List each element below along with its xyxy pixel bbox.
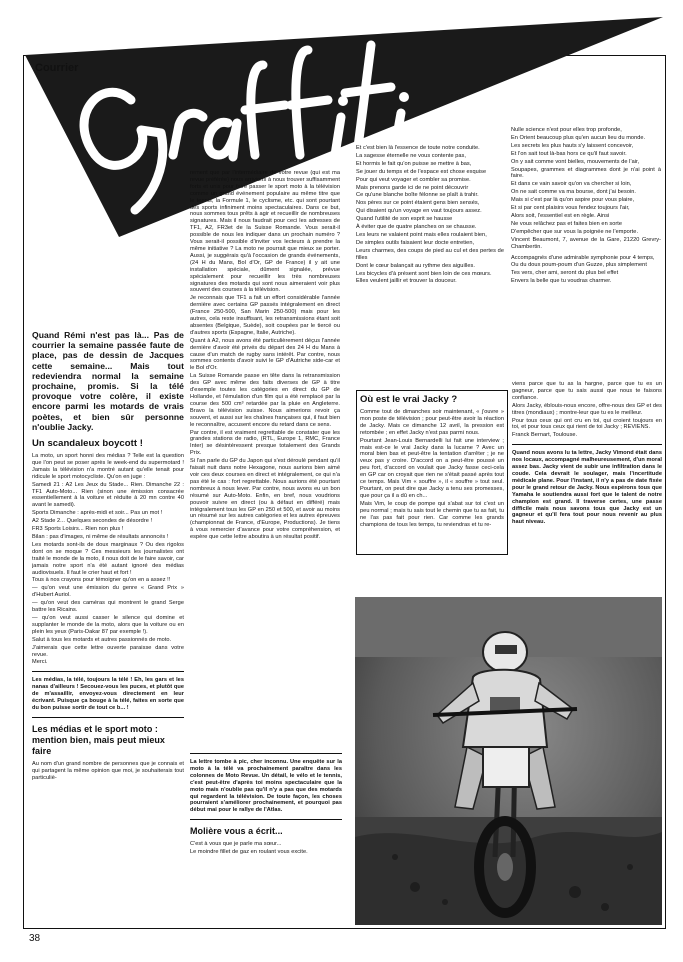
poem-line: Et si par cent plaisirs vous fendez toujours l'air,: [511, 205, 630, 212]
paragraph: C'est à vous que je parle ma sœur...: [190, 841, 282, 848]
divider: [190, 819, 342, 820]
editor-reply: La lettre tombe à pic, cher inconnu. Une enquête sur la moto à la télé va prochainement paraître dans les colonnes de Moto Revue. Un détail, le vélo et le tennis, c'est peut-être d'après toi moins spectaculaire que la moto mais n'oublie pas qu'il n'y a pas que des motards qui regardent la télévision. De toute façon, les choses pourraient s'améliorer prochainement, et pourquoi pas début mai pour le rallye de l'Atlas.: [190, 759, 342, 814]
paragraph: Je reconnais que TF1 a fait un effort considérable l'année dernière avec certains GP passés intégralement en direct (France 250-500, San Marin 250-500) mais pour les autres, cela reste insuffisant, les retransmissions étant soit absentes (Belgique, Suède), soit coupées par le tiercé ou d'autres sports (Espagne, Italie, Autriche).: [190, 295, 340, 336]
paragraph: — qu'on veut une émission du genre « Grand Prix » d'Hubert Auriol.: [32, 585, 184, 599]
paragraph: Au nom d'un grand nombre de personnes que je connais et qui partagent la même opinion que moi, je souhaiterais tout particuliè-: [32, 760, 184, 781]
poem-line: Et l'on sait tout là-bas hors ce qu'il faut savoir.: [511, 150, 627, 157]
paragraph: viens parce que tu as la hargne, parce que tu es un gagneur, parce que tu sais aussi que nous te faisons confiance.: [512, 381, 662, 401]
letter-heading-moliere: Molière vous a écrit...: [190, 826, 283, 837]
paragraph: Le moindre fillet de gaz en roulant vous excite.: [190, 849, 308, 856]
page-number: 38: [29, 933, 41, 944]
poem-line: Dont le cœur balançait au rythme des aiguilles.: [356, 262, 475, 269]
poem-line: Les leurs ne valaient point mais elles roulaient bien,: [356, 231, 487, 238]
paragraph: FR3 Sports Loisirs... Rien non plus !: [32, 526, 124, 533]
paragraph: Pour tous ceux qui ont cru en toi, qui croient toujours en toi, et pour tous ceux qui rient de toi Jacky ; REVIENS.: [512, 417, 662, 431]
column-1: [32, 330, 184, 926]
paragraph: J'aimerais que cette lettre ouverte paraisse dans votre revue.: [32, 644, 184, 658]
column-3-poem: [356, 145, 504, 390]
letter-heading-medias: Les médias et le sport moto : mention bien, mais peut mieux faire: [32, 723, 165, 756]
poem-line: Qui disaient qu'un voyage en vaut toujours assez.: [356, 208, 482, 215]
poem-line: On y sait comme vont bielles, mouvements de l'air,: [511, 158, 640, 165]
poem-line: Nos pères sur ce point étaient gens bien sensés,: [356, 200, 480, 207]
paragraph: La Suisse Romande passe en tête dans la retransmission des GP avec même des faits diverses de GP à titre d'exemple toutes les catégories en direct du GP de Hollande, et l'émulation d'un film qui a été remplacé par la course des 500 cm³ retardée par la pluie en Angleterre. Bravo la télévision suisse. Nous aimerions revoir ça souvent, et aussi sur les chaînes françaises qui, il faut bien le reconnaître, accusent encore du retard dans ce sens.: [190, 373, 340, 428]
paragraph: rement que par l'intermédiaire de votre revue (qui est ma revue préférée) nous arrivions à nous trouver suffisamment forts et unis pour faire passer le sport moto à la télévision comme un grand événement populaire au même titre que le tennis, la Formule 1, le cyclisme, etc. qui sont pourtant des sports infiniment moins spectaculaires. Dans ce but, nous sommes tous prêts à agir et recueillir de nombreuses signatures. Mais il nous faudrait pour ceci les adresses de TF1, A2, FR3et de la Suisse Romande. Vous serait-il possible de nous les indiquer dans un prochain numéro ? Vous serait-il possible d'inviter vos lecteurs à prendre la même initiative ? La moto ne pourrait que mieux se porter. Aussi, je suggérais qu'à l'occasion de grands événements, (24 H du Mans, Bol d'Or, GP de France) il y ait une installation spéciale, dûment signalée, prévue spécialement pour recueillir les très nombreuses signatures des motards qui sont nous aimeraient voir plus souvent des courses à la télévision.: [190, 170, 340, 294]
column-4-poem: [511, 127, 661, 385]
column-2: [190, 170, 340, 742]
poem-line: Et c'est bien là l'essence de toute notre conduite.: [356, 145, 480, 151]
divider: [512, 444, 662, 445]
paragraph: Si l'an parle du GP du Japon qui s'est déroulé pendant qu'il faisait nuit dans notre Hexagone, nous aurions bien aimé voir ces deux courses en direct et intégralement, ce qui n'a pas été le cas : fort regrettable. Nous aurions été pourtant nombreux à nous lever. Par contre, nous avons eu un bon résumé sur Auto-Moto. Enfin, en bref, nous voudrions pouvoir suivre en direct (ou à défaut en différé) mais intégralement tous les GP en 250 et 500, et avoir au moins un résumé sur les autres catégories et les autres épreuves (championnat de France, d'Europe, Productions). Je tiens à vous remercier d'avance pour votre compréhension, et espère que cette lettre aboutira à un résultat positif.: [190, 458, 340, 541]
poem-line: À éviter que de quatre planches on se chausse.: [356, 224, 477, 231]
paragraph: Tous à nos crayons pour témoigner qu'on en a assez !!: [32, 577, 171, 584]
editor-reply: Les médias, la télé, toujours la télé ! Eh, les gars et les nanas d'ailleurs ! Secouez-vous les puces, et plutôt que de m'assaillir, envoyez-vous directement en leur écrivant. Puisque ça bouge à la télé, faites en sorte que du bon puisse sortir de tout ce b... !: [32, 677, 184, 711]
poem-line: Nulle science n'est pour elles trop profonde,: [511, 127, 622, 133]
poem-line: Elles veulent jaillir et trouver la douceur.: [356, 278, 457, 285]
divider: [32, 671, 184, 672]
poem-line: D'empêcher que sur vous la poignée ne l'emporte.: [511, 228, 639, 235]
paragraph: Merci.: [32, 659, 48, 666]
column-5: [512, 381, 662, 597]
section-label: Courrier: [35, 62, 79, 74]
poem-line: Ce qu'une blanche boîte félonne se plaît à trahir.: [356, 192, 479, 199]
poem-line: Et hormis le fait qu'on puisse se mettre à bas,: [356, 160, 472, 167]
poem-line: Mais prenons garde ici de ne point découvrir: [356, 184, 469, 191]
poem-line: Les secrets les plus hauts s'y laissent concevoir,: [511, 142, 634, 149]
jacky-letter-body: [360, 409, 504, 549]
paragraph: Samedi 21 : A2 Les Jeux du Stade... Rien. Dimanche 22 : TF1 Auto-Moto... Rien (sinon une émission consacrée essentiellement à la voiture et réduite à 20 mn contre 40 avant le samedi).: [32, 481, 184, 509]
paragraph: — qu'on veut aussi casser le silence qui domine et supplanter le monde de la moto, alors que la voiture ou en plein les yeux (Paris-Dakar 87 par exemple !).: [32, 614, 184, 635]
poem-line: Alors soit, l'essentiel est en règle. Ainsi: [511, 212, 610, 219]
paragraph: Sports Dimanche : après-midi et soir... Pas un mot !: [32, 510, 163, 517]
signature: Vincent Beaumont, 7, avenue de la Gare, 21220 Grevry-Chambertin.: [511, 236, 661, 250]
paragraph: Quant à A2, nous avons été particulièrement déçus l'année dernière d'avoir été privés du départ des 24 H du Mans à cause d'un match de rugby sans intérêt. Par contre, nous sommes contents d'avoir suivi le GP d'Autriche side-car et le Bol d'Or.: [190, 337, 340, 372]
letter-heading-boycott: Un scandaleux boycott !: [32, 438, 143, 450]
paragraph: Pourtant Jean-Louis Bernardelli lui fait une interview ; mais est-ce le vrai Jacky dans la lucarne ? Avec un moral bien bas et peut-être la tentation d'arrêter ; je ne veux pas y croire. D'accord on a peut-être poussé un peu fort, d'accord on voulait que Jacky fasse ceci-cela en GP car on croyait que rien ne s'était passé après tout ce temps. Mais Vim « souffre », il « souffre » tout seul. Pourtant, on peut dire que Jacky a tenu ses promesses, que pour ça il a dû en ch...: [360, 437, 504, 499]
poem-line: Se jouer du temps et de l'espace est chose exquise: [356, 168, 487, 175]
paragraph: Comme tout de dimanches soir maintenant, « j'ouvre » mon poste de télévision ; pour peut-être avoir la réaction de Jacky. Mais ce dimanche 12 avril, la pression est retombée ; en effet Jacky n'est pas parmi nous.: [360, 409, 504, 436]
signature: Franck Bernart, Toulouse.: [512, 432, 578, 439]
paragraph: Par contre, il est vraiment regrettable de constater que les grandes stations de radio, (RTL, Europe 1, RMC, France Inter) se désintéressent presque totalement des Grands Prix.: [190, 429, 340, 457]
poem-line: De simples outils faisaient leur docte entretien,: [356, 239, 475, 246]
paragraph: La moto, un sport honni des médias ? Telle est la question que l'on peut se poser après le week-end du supermotard ! Jamais la télévision n'a montré autant qu'elle tenait pour ridicule le sport motocycliste. Qu'on en juge :: [32, 453, 184, 480]
jacky-letter-box: [356, 390, 508, 555]
poem-line: Soupapes, grammes et diagrammes dont je n'ai point à faire.: [511, 166, 661, 180]
poem-line: Pour qui veut voyager et combler sa promise.: [356, 176, 471, 183]
poem-line: En Orient beaucoup plus qu'en aucun lieu du monde.: [511, 134, 646, 141]
paragraph: Alors Jacky, éblouis-nous encore, offre-nous des GP et des titres (mondiaux) ; montre-leur que tu es le meilleur.: [512, 402, 662, 416]
paragraph: Mais Vim, le coup de pompe qui s'abat sur toi c'est un peu normal ; mais tu sais tout le chemin que tu as fait, tu ne l'as pas fait pour rien. Car comme les grands champions de tous les temps, tu reviendras et tu re-: [360, 500, 504, 528]
intro-lead: Quand Rémi n'est pas là... Pas de courrier la semaine passée faute de place, pas de dessin de Jacques cette semaine... Mais tout redeviendra normal la semaine prochaine, promis. Si la télé provoque votre colère, il existe encore parmi les motards de vrais poètes, et bien sûr personne n'oublie Jacky.: [32, 330, 184, 432]
editor-reply: Quand nous avons lu ta lettre, Jacky Vimond était dans nos locaux, accompagné malheureusement, d'un moral assez bas. Jacky vient de subir une infiltration dans le coude. Cela devrait le soulager, mais l'incertitude médicale plane. Pour l'instant, il n'y a pas de date fixée pour le grand retour de Jacky. Nous espérons tous que Yamaha le soutiendra aussi fort que le talent de notre champion est grand. Il traverse certes, une passe difficile mais nous savons tous que Jacky est un gagneur et qu'il fera tout pour nous revenir au plus haut niveau.: [512, 450, 662, 526]
poem-line: Tes vers, cher ami, seront du plus bel effet: [511, 270, 619, 277]
divider: [190, 753, 342, 754]
letter-heading-jacky: Où est le vrai Jacky ?: [360, 394, 458, 405]
poem-line: Ou du doux poum-poum d'un Guzze, plus simplement: [511, 262, 647, 269]
poem-line: On ne sait comme va ma bourse, dont j'ai besoin.: [511, 189, 637, 196]
paragraph: Salut à tous les motards et autres passionnés de moto.: [32, 636, 172, 643]
poem-line: Envers la belle que tu voudras charmer.: [511, 278, 612, 285]
paragraph: Les motards sont-ils de doux marginaux ? Ou des rigolos dont on se moque ? Ces messieurs les journalistes ont traité le monde de la moto, il nous doit de le faire savoir, car jamais notre sport n'a été autant ignoré des médias audiovisuels. Il faut le crier haut et fort !: [32, 541, 184, 576]
poem-line: Et dans ce vain savoir qu'on va chercher si loin,: [511, 181, 632, 188]
divider: [32, 717, 184, 718]
poem-line: La sagesse éternelle ne vous contente pas,: [356, 152, 467, 159]
paragraph: A2 Stade 2... Quelques secondes de désordre !: [32, 518, 153, 525]
poem-line: Leurs charmes, des coups de pied au cul et des pertes de filles: [356, 247, 504, 261]
paragraph: — qu'on veut des caméras qui montrent le grand Serge battre les Ricains.: [32, 600, 184, 614]
motocross-photo: [355, 597, 662, 925]
poem-line: Mais si c'est par là qu'on aspire pour vous plaire,: [511, 197, 635, 204]
poem-line: Ne vous relâchez pas et faites bien en sorte: [511, 220, 623, 227]
paragraph: Bilan : pas d'images, ni même de résultats annoncés !: [32, 534, 169, 540]
column-2-bottom: [190, 748, 342, 923]
poem-line: Quand l'utilité de son esprit se hausse: [356, 216, 453, 223]
poem-line: Accompagnés d'une admirable symphonie pour 4 temps,: [511, 254, 655, 261]
poem-line: Les bicycles d'à présent sont bien loin de ces mœurs.: [356, 270, 492, 277]
